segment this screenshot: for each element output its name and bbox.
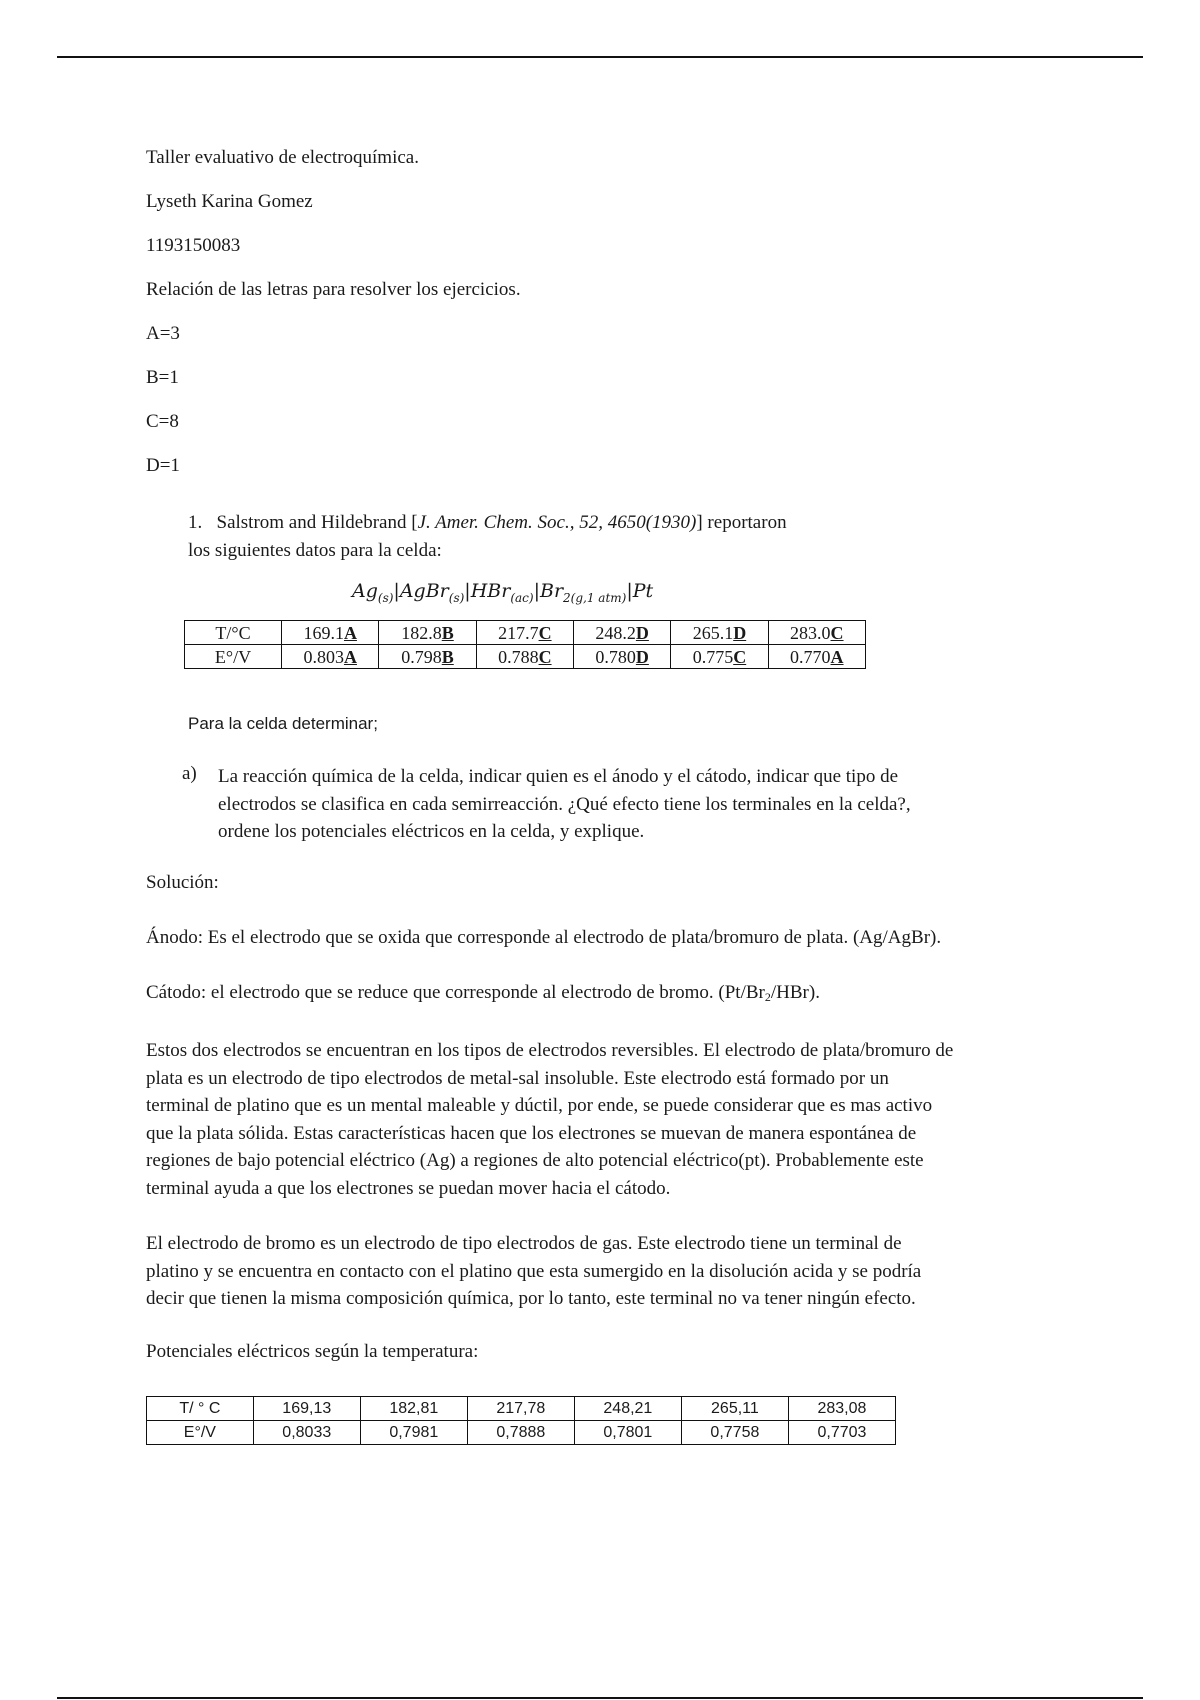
determine-text: Para la celda determinar; [188,714,378,733]
cell-br: Br [539,580,564,602]
cell-letter: A [343,646,357,667]
cell-value: 0.775 [692,646,734,667]
cell-agbr-sub: (s) [448,590,465,605]
option-a-line: ordene los potenciales eléctricos en la celda, y explique. [218,821,645,842]
table-cell: 0,7703 [788,1421,895,1445]
cell-letter: D [635,646,649,667]
paragraph-bromine [146,1230,1096,1313]
table-row [185,645,866,669]
paragraph-line: terminal de platino que es un mental maleable y dúctil, por ende, se puede considerar que es mas activo [146,1095,933,1116]
catodo-subscript: 2 [764,990,771,1004]
table-cell [768,645,865,669]
cell-value: 0.803 [303,646,344,667]
option-a-text [218,763,1078,846]
table-cell: 0,7801 [574,1421,681,1445]
option-a-label: a) [182,763,197,784]
paragraph-electrodes [146,1037,1096,1202]
header-rule [57,56,1143,58]
table-cell [671,645,768,669]
footer-rule [57,1697,1143,1699]
table-cell: 182,81 [360,1397,467,1421]
table-cell: 169,13 [253,1397,360,1421]
table-cell [379,645,476,669]
table-cell [282,621,379,645]
table-cell: 283,08 [788,1397,895,1421]
cell-letter: A [343,622,357,643]
letter-c: C=8 [146,411,179,432]
catodo-part1: Cátodo: el electrodo que se reduce que corresponde al electrodo de bromo. (Pt/Br [146,982,765,1003]
cell-agbr: AgBr [399,580,449,602]
paragraph-line: plata es un electrodo de tipo electrodos de metal-sal insoluble. Este electrodo está formado por un [146,1067,889,1089]
potentials-heading: Potenciales eléctricos según la temperatura: [146,1341,479,1362]
letter-a: A=3 [146,323,180,344]
paragraph-line: Estos dos electrodos se encuentran en los tipos de electrodos reversibles. El electrodo de plata/bromuro de [146,1040,954,1061]
cell-br-sub: 2(g,1 atm) [563,590,627,605]
cell-value: 0.798 [401,646,442,667]
table-cell: 0,7758 [681,1421,788,1445]
table-row [185,621,866,645]
citation: J. Amer. Chem. Soc., 52, 4650(1930) [417,512,697,533]
solution-heading: Solución: [146,872,219,893]
catodo-text [146,982,820,1005]
cell-letter: C [538,646,552,667]
table-cell: 0,8033 [253,1421,360,1445]
cell-value: 217.7 [498,622,539,643]
cell-ag-sub: (s) [377,590,394,605]
paragraph-line: que la plata sólida. Estas características hacen que los electrones se muevan de manera espontánea de [146,1122,917,1144]
data-table-2 [146,1396,896,1445]
cell-letter: B [441,646,454,667]
exercise-number: 1. [188,512,203,533]
cell-value: 265.1 [692,622,734,643]
table-row [147,1421,896,1445]
letter-d: D=1 [146,455,180,476]
table-cell [573,621,670,645]
table-cell: 248,21 [574,1397,681,1421]
exercise-intro-part2: ] reportaron [696,512,787,533]
table-cell [573,645,670,669]
table-cell: 0,7981 [360,1421,467,1445]
table-cell [768,621,865,645]
cell-ag: Ag [352,580,378,602]
cell-value: 283.0 [790,622,831,643]
cell-value: 0.788 [498,646,539,667]
cell-hbr-sub: (ac) [510,590,534,605]
document-title: Taller evaluativo de electroquímica. [146,147,419,168]
table-cell [476,645,573,669]
cell-letter: A [830,646,844,667]
table-cell [671,621,768,645]
table-header-cell: E°/V [185,645,282,669]
cell-letter: C [733,646,747,667]
table-header-cell: T/°C [185,621,282,645]
table-header-cell: E°/V [147,1421,254,1445]
table-header-cell: T/ ° C [147,1397,254,1421]
exercise1-intro-line2: los siguientes datos para la celda: [188,540,442,561]
cell-value: 169.1 [303,622,344,643]
paragraph-line: platino y se encuentra en contacto con el platino que esta sumergido en la disolución acida y se podría [146,1260,922,1282]
cell-notation: $Ag_{(s)}|AgBr_{(s)}|HBr_{(ac)}|Br_{2(g,1 atm)}|Pt$ [352,580,654,605]
cell-letter: C [830,622,844,643]
letter-b: B=1 [146,367,179,388]
table-cell: 265,11 [681,1397,788,1421]
cell-letter: B [441,622,454,643]
table-cell [379,621,476,645]
catodo-part2: /HBr). [770,982,820,1003]
anodo-text: Ánodo: Es el electrodo que se oxida que corresponde al electrodo de plata/bromuro de plata. (Ag/AgBr). [146,927,942,948]
option-a-line: electrodos se clasifica en cada semirreacción. ¿Qué efecto tiene los terminales en la celda?, [218,793,911,815]
data-table-1 [184,620,866,669]
cell-pt: Pt [632,580,654,602]
table-cell: 0,7888 [467,1421,574,1445]
exercise1-intro [188,512,787,534]
cell-letter: D [635,622,649,643]
cell-hbr: HBr [470,580,511,602]
option-a-line: La reacción química de la celda, indicar quien es el ánodo y el cátodo, indicar que tipo de [218,766,899,787]
cell-letter: C [538,622,552,643]
exercise-intro-part1: Salstrom and Hildebrand [ [216,512,418,533]
paragraph-line: decir que tienen la misma composición química, por lo tanto, este terminal no va tener ningún efecto. [146,1288,916,1309]
cell-letter: D [733,622,747,643]
table-cell [476,621,573,645]
cell-value: 248.2 [595,622,636,643]
relation-intro: Relación de las letras para resolver los ejercicios. [146,279,521,300]
table-cell: 217,78 [467,1397,574,1421]
paragraph-line: regiones de bajo potencial eléctrico (Ag) a regiones de alto potencial eléctrico(pt). Probablemente este [146,1150,924,1171]
table-cell [282,645,379,669]
cell-value: 182.8 [401,622,442,643]
author-name: Lyseth Karina Gomez [146,191,313,212]
table-row [147,1397,896,1421]
paragraph-line: El electrodo de bromo es un electrodo de tipo electrodos de gas. Este electrodo tiene un terminal de [146,1233,902,1254]
cell-value: 0.770 [790,646,831,667]
student-id: 1193150083 [146,235,241,256]
paragraph-line: terminal ayuda a que los electrones se puedan mover hacia el cátodo. [146,1177,671,1199]
cell-value: 0.780 [595,646,636,667]
